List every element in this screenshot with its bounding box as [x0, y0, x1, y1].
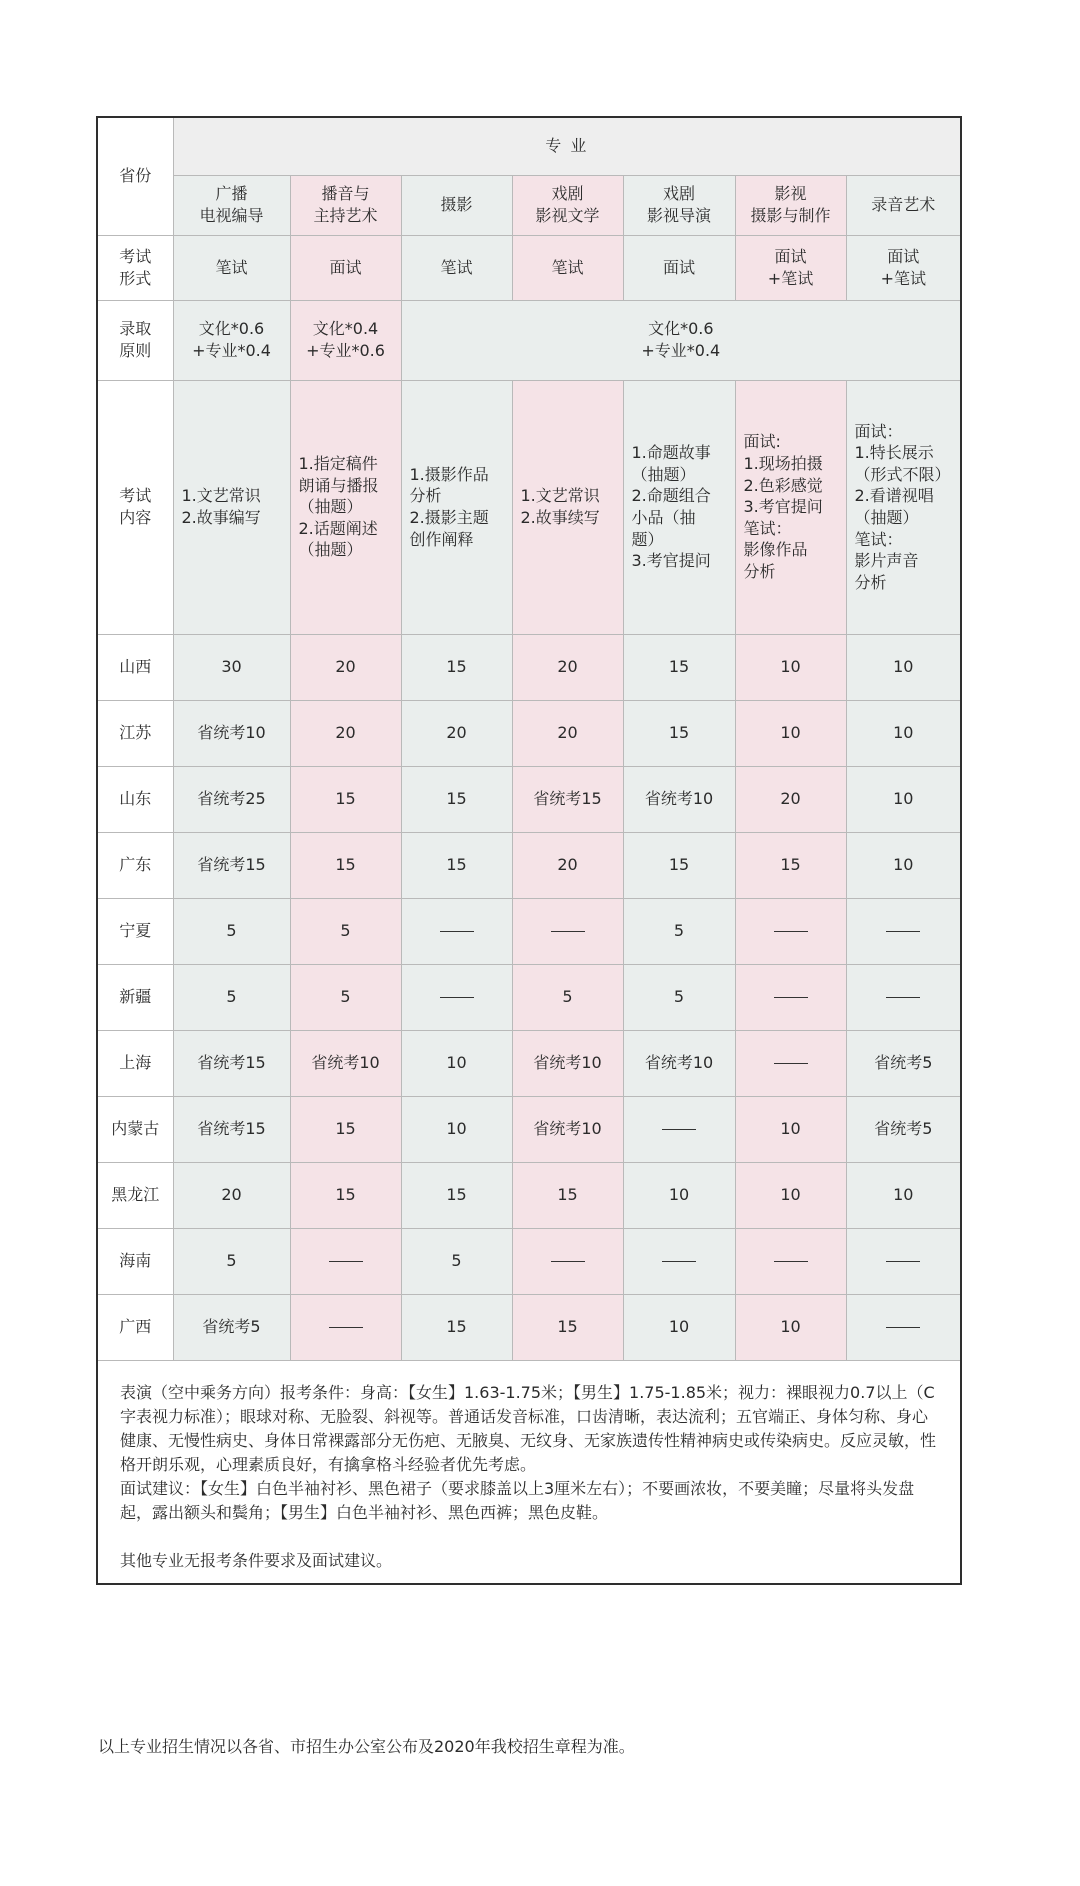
quota-cell — [846, 964, 961, 1030]
province-cell: 新疆 — [97, 964, 173, 1030]
quota-cell: 15 — [401, 766, 512, 832]
exam-content-cell — [173, 380, 290, 634]
province-header: 省份 — [97, 117, 173, 235]
quota-cell: 15 — [401, 634, 512, 700]
footer-note: 以上专业招生情况以各省、市招生办公室公布及2020年我校招生章程为准。 — [98, 1737, 635, 1756]
exam-content-cell — [623, 380, 735, 634]
no-quota-dash — [774, 931, 808, 932]
major-header-cell: 摄影 — [401, 175, 512, 235]
quota-cell — [401, 964, 512, 1030]
table-row — [97, 1228, 961, 1294]
quota-cell: 5 — [173, 898, 290, 964]
no-quota-dash — [551, 1261, 585, 1262]
quota-cell: 20 — [512, 832, 623, 898]
no-quota-dash — [440, 997, 474, 998]
quota-cell: 10 — [735, 1096, 846, 1162]
quota-cell — [846, 1228, 961, 1294]
table-row — [97, 1294, 961, 1360]
quota-cell: 10 — [846, 700, 961, 766]
no-quota-dash — [886, 1327, 920, 1328]
quota-cell: 省统考15 — [173, 1096, 290, 1162]
quota-cell — [735, 1030, 846, 1096]
quota-cell: 5 — [401, 1228, 512, 1294]
quota-cell: 20 — [173, 1162, 290, 1228]
exam-content-text: 1.文艺常识 2.故事编写 — [181, 486, 261, 527]
table-row — [97, 1030, 961, 1096]
major-header-cell: 播音与 主持艺术 — [290, 175, 401, 235]
no-quota-dash — [886, 997, 920, 998]
quota-cell — [735, 898, 846, 964]
exam-form-cell: 面试 — [623, 235, 735, 300]
exam-form-cell: 笔试 — [401, 235, 512, 300]
interview-note: 面试建议：【女生】白色半袖衬衫、黑色裙子（要求膝盖以上3厘米左右）；不要画浓妆，不要美瞳；尽量将头发盘起，露出额头和鬓角；【男生】白色半袖衬衫、黑色西裤；黑色皮鞋。 — [120, 1478, 915, 1522]
quota-cell — [846, 898, 961, 964]
quota-cell: 20 — [512, 700, 623, 766]
exam-content-text: 面试: 1.现场拍摄 2.色彩感觉 3.考官提问 笔试： 影像作品 分析 — [743, 432, 823, 581]
quota-cell: 15 — [290, 766, 401, 832]
quota-cell: 10 — [401, 1030, 512, 1096]
admission-cell: 文化*0.6 +专业*0.4 — [173, 300, 290, 380]
no-quota-dash — [774, 1261, 808, 1262]
quota-cell: 省统考10 — [290, 1030, 401, 1096]
exam-form-cell: 笔试 — [512, 235, 623, 300]
quota-cell: 省统考15 — [173, 1030, 290, 1096]
quota-cell: 20 — [290, 634, 401, 700]
no-quota-dash — [440, 931, 474, 932]
exam-form-cell: 笔试 — [173, 235, 290, 300]
quota-cell: 省统考10 — [512, 1030, 623, 1096]
quota-cell: 10 — [846, 832, 961, 898]
no-quota-dash — [329, 1327, 363, 1328]
exam-content-cell — [735, 380, 846, 634]
quota-cell: 15 — [401, 1162, 512, 1228]
province-cell: 黑龙江 — [97, 1162, 173, 1228]
quota-cell: 5 — [512, 964, 623, 1030]
quota-cell: 10 — [623, 1294, 735, 1360]
quota-cell: 10 — [735, 634, 846, 700]
quota-cell: 15 — [735, 832, 846, 898]
quota-cell: 5 — [623, 898, 735, 964]
quota-cell — [401, 898, 512, 964]
quota-cell: 10 — [401, 1096, 512, 1162]
quota-cell: 5 — [623, 964, 735, 1030]
table-row — [97, 898, 961, 964]
table-row — [97, 1162, 961, 1228]
admission-cell: 文化*0.6 +专业*0.4 — [401, 300, 961, 380]
exam-form-cell: 面试 +笔试 — [846, 235, 961, 300]
major-header-cell: 广播 电视编导 — [173, 175, 290, 235]
quota-cell: 15 — [401, 832, 512, 898]
quota-cell — [623, 1096, 735, 1162]
table-row — [97, 832, 961, 898]
quota-cell: 省统考5 — [846, 1030, 961, 1096]
quota-cell: 15 — [623, 832, 735, 898]
no-quota-dash — [662, 1261, 696, 1262]
other-note: 其他专业无报考条件要求及面试建议。 — [120, 1550, 393, 1570]
quota-cell — [290, 1294, 401, 1360]
table-row — [97, 700, 961, 766]
quota-cell — [735, 1228, 846, 1294]
quota-cell: 省统考10 — [623, 1030, 735, 1096]
quota-cell: 省统考10 — [512, 1096, 623, 1162]
quota-cell: 省统考10 — [623, 766, 735, 832]
quota-cell: 10 — [735, 1162, 846, 1228]
admission-label: 录取 原则 — [97, 300, 173, 380]
exam-content-text: 面试： 1.特长展示 （形式不限） 2.看谱视唱 （抽题） 笔试： 影片声音 分析 — [854, 421, 951, 592]
quota-cell: 20 — [735, 766, 846, 832]
admission-cell: 文化*0.4 +专业*0.6 — [290, 300, 401, 380]
major-header-cell: 戏剧 影视导演 — [623, 175, 735, 235]
exam-content-cell — [290, 380, 401, 634]
exam-content-text: 1.指定稿件 朗诵与播报 （抽题） 2.话题阐述 （抽题） — [298, 454, 379, 560]
quota-cell: 20 — [290, 700, 401, 766]
major-header-cell: 录音艺术 — [846, 175, 961, 235]
no-quota-dash — [886, 1261, 920, 1262]
no-quota-dash — [662, 1129, 696, 1130]
quota-cell: 15 — [623, 700, 735, 766]
table-row — [97, 634, 961, 700]
quota-cell: 省统考5 — [173, 1294, 290, 1360]
quota-cell: 15 — [290, 832, 401, 898]
exam-content-cell — [846, 380, 961, 634]
quota-cell — [735, 964, 846, 1030]
province-cell: 广西 — [97, 1294, 173, 1360]
quota-cell — [290, 1228, 401, 1294]
exam-content-cell — [401, 380, 512, 634]
quota-cell — [512, 898, 623, 964]
quota-cell — [623, 1228, 735, 1294]
province-cell: 山西 — [97, 634, 173, 700]
quota-cell: 5 — [290, 898, 401, 964]
quota-cell: 10 — [846, 766, 961, 832]
quota-cell: 10 — [735, 700, 846, 766]
no-quota-dash — [329, 1261, 363, 1262]
no-quota-dash — [774, 1063, 808, 1064]
quota-cell: 5 — [173, 1228, 290, 1294]
quota-cell — [512, 1228, 623, 1294]
quota-cell: 15 — [290, 1096, 401, 1162]
exam-content-text: 1.摄影作品 分析 2.摄影主题 创作阐释 — [409, 464, 489, 549]
table-row — [97, 964, 961, 1030]
province-cell: 江苏 — [97, 700, 173, 766]
admissions-table — [96, 116, 962, 1585]
quota-cell: 10 — [623, 1162, 735, 1228]
quota-cell: 15 — [290, 1162, 401, 1228]
province-cell: 广东 — [97, 832, 173, 898]
major-header: 专 业 — [173, 117, 961, 175]
no-quota-dash — [886, 931, 920, 932]
content-label: 考试 内容 — [97, 380, 173, 634]
no-quota-dash — [774, 997, 808, 998]
province-cell: 宁夏 — [97, 898, 173, 964]
major-header-cell: 影视 摄影与制作 — [735, 175, 846, 235]
quota-cell: 20 — [512, 634, 623, 700]
table-row — [97, 1096, 961, 1162]
quota-cell: 30 — [173, 634, 290, 700]
table-row — [97, 766, 961, 832]
quota-cell: 10 — [846, 634, 961, 700]
no-quota-dash — [551, 931, 585, 932]
province-cell: 内蒙古 — [97, 1096, 173, 1162]
exam-content-cell — [512, 380, 623, 634]
exam-content-text: 1.命题故事 （抽题） 2.命题组合 小品（抽题） 3.考官提问 — [631, 443, 711, 571]
quota-cell: 省统考25 — [173, 766, 290, 832]
exam-form-cell: 面试 +笔试 — [735, 235, 846, 300]
quota-cell: 省统考15 — [512, 766, 623, 832]
quota-cell: 省统考10 — [173, 700, 290, 766]
notes-cell — [97, 1360, 961, 1584]
major-header-cell: 戏剧 影视文学 — [512, 175, 623, 235]
province-cell: 海南 — [97, 1228, 173, 1294]
quota-cell: 15 — [512, 1294, 623, 1360]
quota-cell — [846, 1294, 961, 1360]
province-cell: 上海 — [97, 1030, 173, 1096]
requirements-note: 表演（空中乘务方向）报考条件：身高：【女生】1.63-1.75米；【男生】1.75-1.85米；视力：裸眼视力0.7以上（C字表视力标准）；眼球对称、无脸裂、斜视等。普通话发音标准，口齿清晰，表达流利；五官端正、身体匀称、身心健康、无慢性病史、身体日常裸露部分无伤疤、无腋臭、无纹身、无家族遗传性精神病史或传染病史。反应灵敏，性格开朗乐观，心理素质良好，有擒拿格斗经验者优先考虑。 — [120, 1382, 937, 1474]
quota-cell: 20 — [401, 700, 512, 766]
quota-cell: 15 — [623, 634, 735, 700]
exam-form-label: 考试 形式 — [97, 235, 173, 300]
province-cell: 山东 — [97, 766, 173, 832]
quota-cell: 5 — [173, 964, 290, 1030]
quota-cell: 10 — [735, 1294, 846, 1360]
exam-form-cell: 面试 — [290, 235, 401, 300]
quota-cell: 5 — [290, 964, 401, 1030]
quota-cell: 省统考5 — [846, 1096, 961, 1162]
quota-cell: 15 — [401, 1294, 512, 1360]
quota-cell: 省统考15 — [173, 832, 290, 898]
quota-cell: 15 — [512, 1162, 623, 1228]
quota-cell: 10 — [846, 1162, 961, 1228]
exam-content-text: 1.文艺常识 2.故事续写 — [520, 486, 600, 527]
